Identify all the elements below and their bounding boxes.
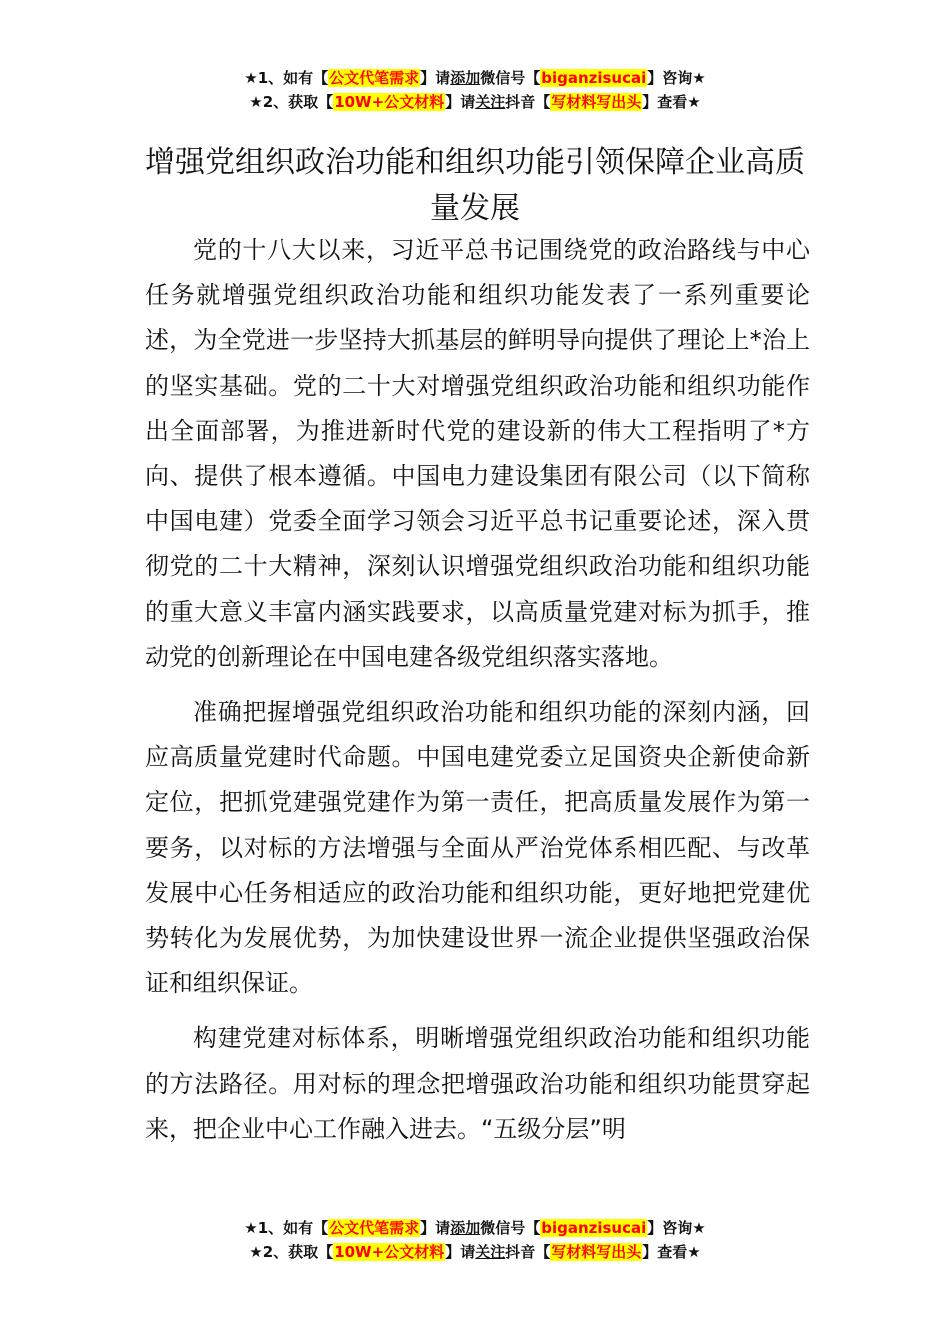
document-body xyxy=(145,228,810,1162)
banner-underlined: 添加 xyxy=(450,1219,481,1237)
banner-underlined: 添加 xyxy=(450,69,481,87)
banner-highlight: 10W+公文材料 xyxy=(334,1243,445,1261)
banner-text: 微信号【 xyxy=(480,1219,541,1237)
banner-highlight: 10W+公文材料 xyxy=(334,93,445,111)
banner-text: 】咨询★ xyxy=(647,1219,706,1237)
banner-underlined: 关注 xyxy=(475,1243,506,1261)
banner-highlight: 公文代笔需求 xyxy=(329,1219,420,1237)
banner-line-1 xyxy=(0,66,950,90)
banner-text: 】查看★ xyxy=(642,1243,701,1261)
banner-highlight: 写材料写出头 xyxy=(551,93,642,111)
banner-text: 】请 xyxy=(445,1243,476,1261)
banner-text: 微信号【 xyxy=(480,69,541,87)
banner-line-2 xyxy=(0,1240,950,1264)
banner-text: 抖音【 xyxy=(505,1243,551,1261)
banner-text: ★2、获取【 xyxy=(249,1243,334,1261)
footer-banner xyxy=(0,1216,950,1264)
body-paragraph: 党的十八大以来，习近平总书记围绕党的政治路线与中心任务就增强党组织政治功能和组织功能发表了一系列重要论述，为全党进一步坚持大抓基层的鲜明导向提供了理论上*治上的坚实基础。党的二十大对增强党组织政治功能和组织功能作出全面部署，为推进新时代党的建设新的伟大工程指明了*方向、提供了根本遵循。中国电力建设集团有限公司（以下简称中国电建）党委全面学习领会习近平总书记重要论述，深入贯彻党的二十大精神，深刻认识增强党组织政治功能和组织功能的重大意义丰富内涵实践要求，以高质量党建对标为抓手，推动党的创新理论在中国电建各级党组织落实落地。 xyxy=(145,236,810,671)
banner-text: ★1、如有【 xyxy=(244,69,329,87)
banner-text: ★2、获取【 xyxy=(249,93,334,111)
banner-line-2 xyxy=(0,90,950,114)
banner-text: 】请 xyxy=(420,1219,451,1237)
banner-line-1 xyxy=(0,1216,950,1240)
banner-text: 】咨询★ xyxy=(647,69,706,87)
banner-text: 】请 xyxy=(420,69,451,87)
banner-text: 】请 xyxy=(445,93,476,111)
banner-underlined: 关注 xyxy=(475,93,506,111)
body-paragraph: 构建党建对标体系，明晰增强党组织政治功能和组织功能的方法路径。用对标的理念把增强政治功能和组织功能贯穿起来，把企业中心工作融入进去。“五级分层”明 xyxy=(145,1024,810,1143)
body-paragraph: 准确把握增强党组织政治功能和组织功能的深刻内涵，回应高质量党建时代命题。中国电建党委立足国资央企新使命新定位，把抓党建强党建作为第一责任，把高质量发展作为第一要务，以对标的方法增强与全面从严治党体系相匹配、与改革发展中心任务相适应的政治功能和组织功能，更好地把党建优势转化为发展优势，为加快建设世界一流企业提供坚强政治保证和组织保证。 xyxy=(145,698,810,998)
banner-highlight: 写材料写出头 xyxy=(551,1243,642,1261)
banner-highlight: biganzisucai xyxy=(541,1219,647,1237)
banner-text: 】查看★ xyxy=(642,93,701,111)
banner-text: 抖音【 xyxy=(505,93,551,111)
document-title: 增强党组织政治功能和组织功能引领保障企业高质量发展 xyxy=(145,145,805,227)
banner-text: ★1、如有【 xyxy=(244,1219,329,1237)
banner-highlight: 公文代笔需求 xyxy=(329,69,420,87)
banner-highlight: biganzisucai xyxy=(541,69,647,87)
header-banner xyxy=(0,66,950,114)
